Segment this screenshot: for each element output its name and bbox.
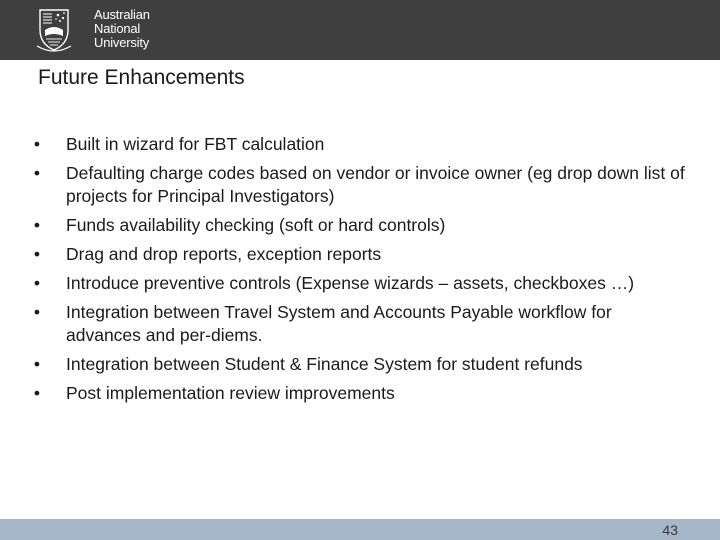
bullet-text: Funds availability checking (soft or hard controls) — [66, 215, 446, 235]
bullet-item — [28, 211, 688, 240]
bullet-text: Integration between Student & Finance System for student refunds — [66, 354, 583, 374]
bullet-dot-icon: • — [33, 215, 41, 235]
bullet-dot-icon: • — [33, 302, 41, 322]
bullet-dot-icon: • — [33, 354, 41, 374]
slide-title: Future Enhancements — [38, 66, 245, 89]
bullet-list — [28, 130, 688, 408]
bullet-dot-icon: • — [33, 244, 41, 264]
bullet-text: Defaulting charge codes based on vendor or invoice owner (eg drop down list of projects for Principal Investigators) — [66, 163, 685, 206]
bullet-dot-icon: • — [33, 163, 41, 183]
bullet-item — [28, 350, 688, 379]
page-number: 43 — [662, 522, 678, 538]
logo-wordmark — [94, 8, 150, 50]
bullet-text: Drag and drop reports, exception reports — [66, 244, 382, 264]
university-crest-icon — [36, 6, 88, 52]
bullet-item — [28, 130, 688, 159]
bullet-item — [28, 240, 688, 269]
bullet-text: Integration between Travel System and Accounts Payable workflow for advances and per-diems. — [66, 302, 612, 345]
bullet-item — [28, 379, 688, 408]
footer-bar — [0, 519, 720, 540]
bullet-text: Introduce preventive controls (Expense wizards – assets, checkboxes …) — [66, 273, 635, 293]
logo-line-1: Australian — [94, 7, 150, 22]
bullet-item — [28, 269, 688, 298]
bullet-item — [28, 159, 688, 211]
logo-line-3: University — [94, 35, 150, 50]
header-bar — [0, 0, 720, 60]
bullet-item — [28, 298, 688, 350]
logo-line-2: National — [94, 21, 141, 36]
bullet-text: Built in wizard for FBT calculation — [66, 134, 325, 154]
bullet-dot-icon: • — [33, 273, 41, 293]
bullet-dot-icon: • — [33, 134, 41, 154]
anu-logo — [36, 6, 150, 52]
bullet-dot-icon: • — [33, 383, 41, 403]
bullet-text: Post implementation review improvements — [66, 383, 395, 403]
